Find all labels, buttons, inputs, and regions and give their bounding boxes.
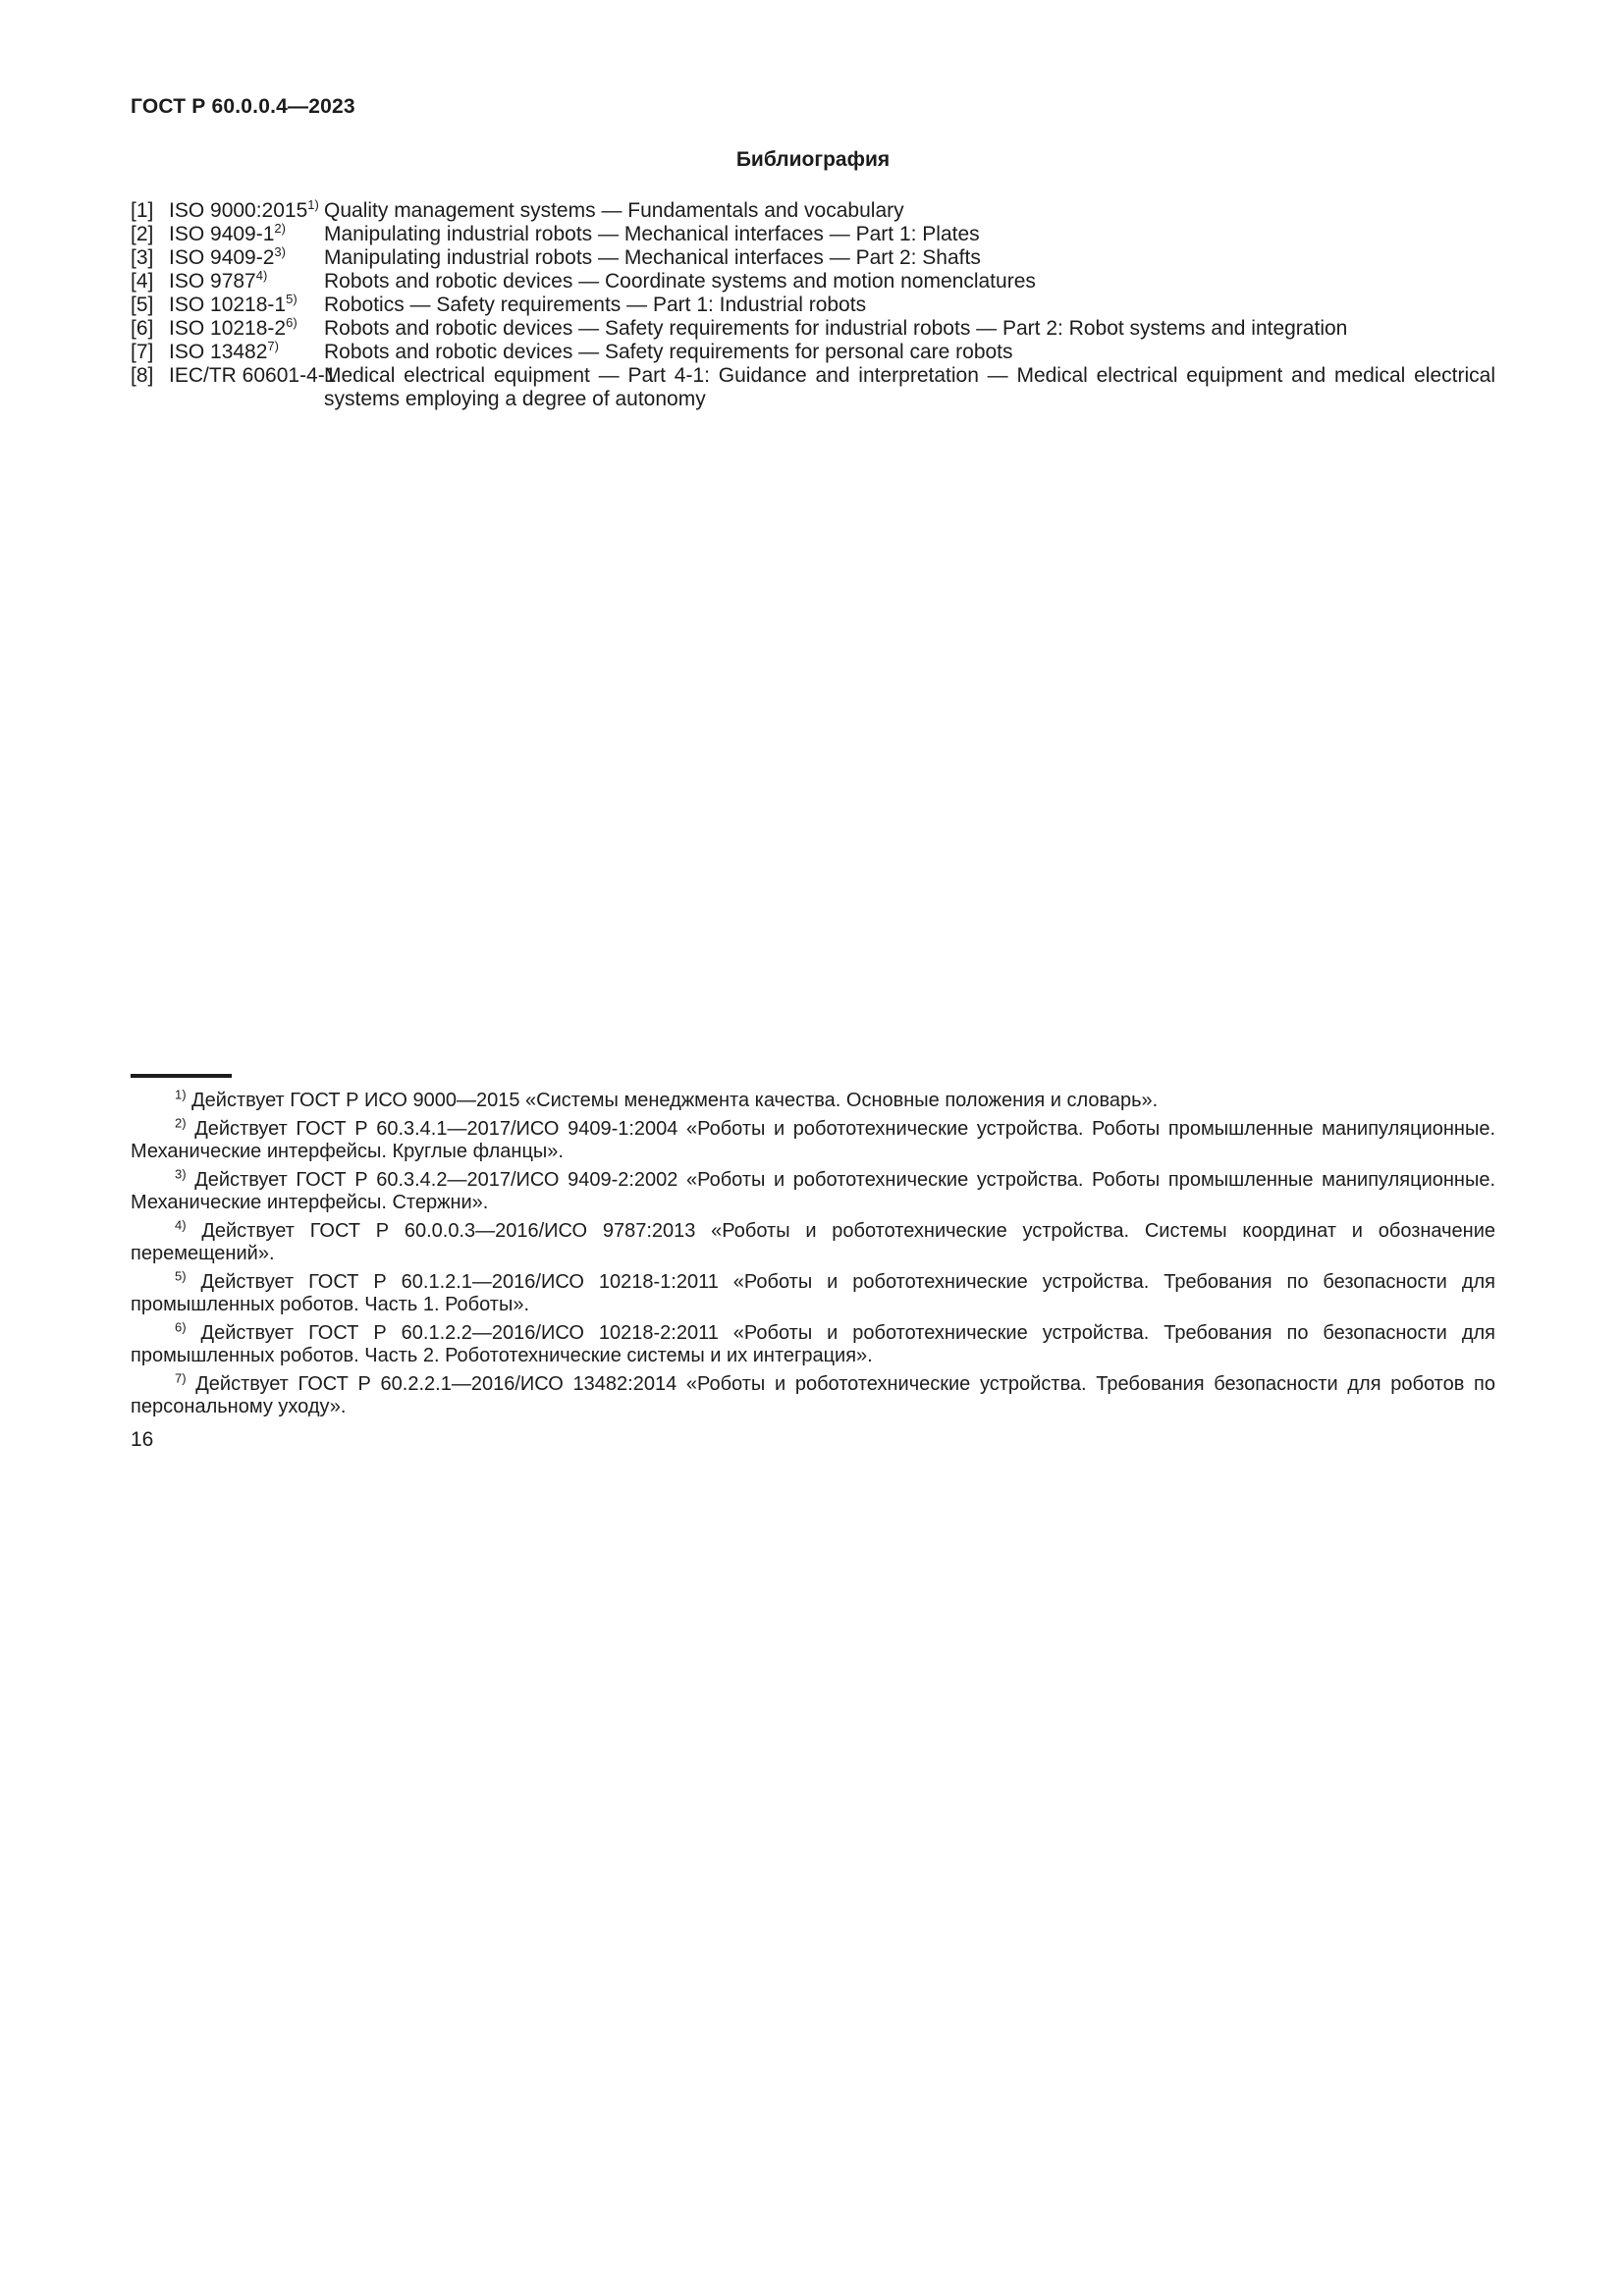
footnote <box>131 1370 1495 1418</box>
footnote-marker: 4) <box>175 1217 187 1233</box>
bibliography-entry <box>131 223 1495 246</box>
footnote-marker: 3) <box>175 1166 187 1182</box>
bibliography-entry <box>131 270 1495 294</box>
entry-number: [2] <box>131 223 154 245</box>
footnote <box>131 1166 1496 1214</box>
footnote <box>131 1115 1496 1163</box>
entry-description: Manipulating industrial robots — Mechanical interfaces — Part 2: Shafts <box>324 246 981 269</box>
footnote-text: Действует ГОСТ Р 60.1.2.2—2016/ИСО 10218-2:2011 «Роботы и робототехнические устройства. Требования по безопасности для промышленных роботов. Часть 2. Робототехнические системы и их интеграция». <box>131 1322 1495 1366</box>
footnote <box>131 1087 1495 1112</box>
bibliography-entry <box>131 246 1495 270</box>
entry-description: Manipulating industrial robots — Mechanical interfaces — Part 1: Plates <box>324 223 980 245</box>
entry-reference <box>169 317 324 341</box>
footnote-text: Действует ГОСТ Р 60.1.2.1—2016/ИСО 10218-1:2011 «Роботы и робототехнические устройства. Требования по безопасности для промышленных роботов. Часть 1. Роботы». <box>131 1271 1495 1315</box>
entry-description: Robots and robotic devices — Coordinate systems and motion nomenclatures <box>324 270 1036 293</box>
entry-number: [1] <box>131 199 154 222</box>
entry-reference <box>169 270 324 294</box>
entry-number: [7] <box>131 341 154 363</box>
entry-footnote-marker: 5) <box>286 292 298 306</box>
footnote <box>131 1268 1495 1316</box>
entry-footnote-marker: 6) <box>286 315 298 330</box>
entry-reference-text: ISO 9000:2015 <box>169 199 308 222</box>
footnote <box>131 1319 1495 1367</box>
footnote-text: Действует ГОСТ Р 60.0.0.3—2016/ИСО 9787:2013 «Роботы и робототехнические устройства. Системы координат и обозначение перемещений». <box>131 1220 1495 1264</box>
footnote-marker: 5) <box>175 1268 187 1284</box>
footnote-marker: 2) <box>175 1115 187 1131</box>
bibliography-entry <box>131 341 1495 364</box>
entry-reference <box>169 246 324 270</box>
footnote-separator-rule <box>131 1074 232 1078</box>
entry-description: Robots and robotic devices — Safety requirements for personal care robots <box>324 341 1013 363</box>
entry-footnote-marker: 7) <box>267 339 279 353</box>
page-number: 16 <box>131 1428 154 1451</box>
entry-reference <box>169 341 324 364</box>
entry-footnote-marker: 3) <box>274 244 286 259</box>
document-header: ГОСТ Р 60.0.0.4—2023 <box>131 95 355 118</box>
bibliography-entry <box>131 199 1495 223</box>
footnote-text: Действует ГОСТ Р 60.3.4.2—2017/ИСО 9409-2:2002 «Роботы и робототехнические устройства. Роботы промышленные манипуляционные. Механические интерфейсы. Стержни». <box>131 1169 1496 1213</box>
entry-reference <box>169 294 324 317</box>
page-title: Библиография <box>735 148 891 171</box>
entry-description: Quality management systems — Fundamentals and vocabulary <box>324 199 904 222</box>
entry-reference <box>169 199 324 223</box>
footnote <box>131 1217 1495 1265</box>
entry-number: [4] <box>131 270 154 293</box>
bibliography-list <box>131 199 1495 411</box>
entry-description: Robotics — Safety requirements — Part 1: Industrial robots <box>324 294 867 316</box>
entry-reference-text: IEC/TR 60601-4-1 <box>169 364 337 387</box>
footnote-text: Действует ГОСТ Р ИСО 9000—2015 «Системы менеджмента качества. Основные положения и словарь». <box>191 1090 1159 1111</box>
entry-description: Robots and robotic devices — Safety requirements for industrial robots — Part 2: Robot systems and integration <box>324 317 1348 340</box>
entry-reference <box>169 364 337 411</box>
bibliography-entry <box>131 294 1495 317</box>
entry-reference <box>169 223 324 246</box>
entry-footnote-marker: 1) <box>307 197 319 212</box>
footnote-marker: 7) <box>175 1370 187 1386</box>
footnote-text: Действует ГОСТ Р 60.3.4.1—2017/ИСО 9409-1:2004 «Роботы и робототехнические устройства. Роботы промышленные манипуляционные. Механические интерфейсы. Круглые фланцы». <box>131 1118 1496 1162</box>
bibliography-entry <box>131 364 1495 411</box>
entry-reference-text: ISO 10218-1 <box>169 294 287 316</box>
footnote-text: Действует ГОСТ Р 60.2.2.1—2016/ИСО 13482:2014 «Роботы и робототехнические устройства. Требования безопасности для роботов по персональному уходу». <box>131 1373 1495 1417</box>
entry-reference-text: ISO 9787 <box>169 270 256 293</box>
entry-footnote-marker: 4) <box>255 268 268 283</box>
entry-reference-text: ISO 9409-2 <box>169 246 275 269</box>
footnotes-section <box>131 1074 1495 1452</box>
entry-reference-text: ISO 9409-1 <box>169 223 275 245</box>
entry-footnote-marker: 2) <box>274 221 286 236</box>
entry-reference-text: ISO 10218-2 <box>169 317 287 340</box>
footnote-marker: 1) <box>175 1087 187 1102</box>
entry-reference-text: ISO 13482 <box>169 341 268 363</box>
entry-number: [5] <box>131 294 154 316</box>
footnote-marker: 6) <box>175 1319 187 1335</box>
entry-number: [6] <box>131 317 154 340</box>
entry-number: [8] <box>131 364 154 387</box>
entry-number: [3] <box>131 246 154 269</box>
bibliography-entry <box>131 317 1495 341</box>
entry-description: Medical electrical equipment — Part 4-1: Guidance and interpretation — Medical electrical equipment and medical electrical systems employing a degree of autonomy <box>324 364 1495 410</box>
